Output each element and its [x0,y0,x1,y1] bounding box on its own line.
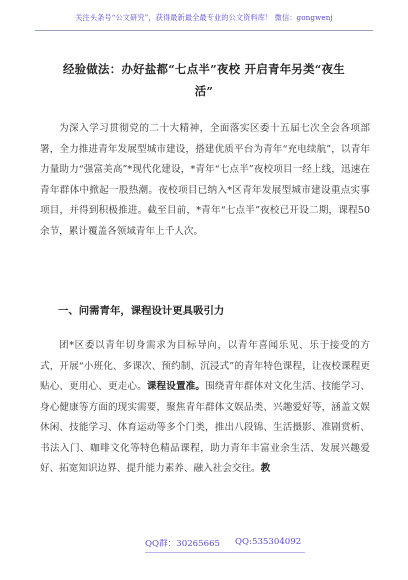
paragraph-section-1 [40,336,370,480]
paragraph-intro: 为深入学习贯彻党的二十大精神，全面落实区委十五届七次全会各项部署，全力推进青年发展型城市建设，搭建优质平台为青年“充电续航”，以青年力量助力“强富美高”*现代化建设，*青年“七点半”夜校项目一经上线，迅速在青年群体中掀起一股热潮。夜校项目已纳入*区青年发展型城市建设重点实事项目，并得到积极推进。截至目前，*青年“七点半”夜校已开设二期，课程50余节，累计覆盖各领域青年上千人次。 [40,123,370,237]
document-title-line-1: 经验做法：办好盐都“七点半”夜校 开启青年另类“夜生 [62,62,346,76]
document-title-line-2: 活” [194,84,214,98]
section-heading-1: 一、问需青年，课程设计更具吸引力 [58,305,225,317]
footer-underline [145,552,305,553]
paragraph-section-1-intro: 团*区委以青年切身需求为目标导向，以青年喜闻乐见、乐于接受的方式，开展“小班化、多课次、预约制、沉浸式”的青年特色课程，让夜校课程更贴心、更用心、更走心。 [40,340,370,392]
emphasis-next-start: 教 [260,463,271,474]
footer [0,537,408,553]
header-divider [35,30,373,31]
header-note: 关注头条号“公文研究”，获得最新最全最专业的公文资料库！ 微信：gongwenj [75,13,333,22]
footer-qq-contact: QQ:535304092 [235,537,302,547]
document-title [60,58,348,102]
emphasis-course-setting: 课程设置准。 [146,381,206,392]
footer-qq-group: QQ群：30265665 [145,539,221,549]
paragraph-section-1-body: 围绕青年群体对文化生活、技能学习、身心健康等方面的现实需要，聚焦青年群体文娱品类、兴趣爱好等，涵盖文娱休闲、技能学习、体育运动等多个门类，推出八段锦、生活摄影、准剧赏析、书法入门、咖啡文化等特色精品课程，助力青年丰富业余生活、发展兴趣爱好、拓宽知识边界、提升能力素养、融入社会交往。 [40,381,371,474]
